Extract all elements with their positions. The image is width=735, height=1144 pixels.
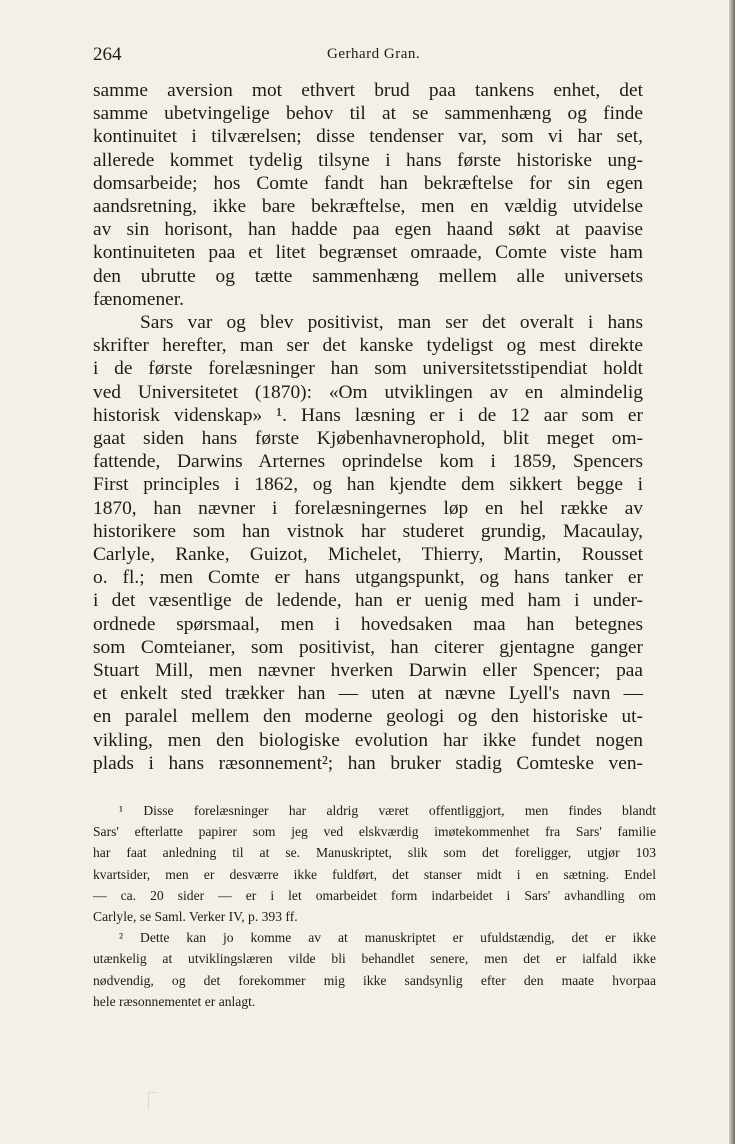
text-line: kontinuiteten paa et litet begrænset omraade, Comte viste ham [93,242,643,264]
text-line: Carlyle, Ranke, Guizot, Michelet, Thierry, Martin, Rousset [93,544,643,566]
text-line: som Comteianer, som positivist, han citerer gjentagne ganger [93,636,643,658]
running-head: Gerhard Gran. [327,46,421,62]
text-line: av sin horisont, han hadde paa egen haand søkt at paavise [93,219,643,241]
text-line: domsarbeide; hos Comte fandt han bekræftelse for sin egen [93,172,643,194]
text-line: en paralel mellem den moderne geologi og den historiske ut- [93,706,643,728]
text-line: plads i hans ræsonnement²; han bruker stadig Comteske ven- [93,752,643,774]
page-header [93,44,643,68]
text-line: gaat siden hans første Kjøbenhavnerophold, blit meget om- [93,428,643,450]
text-line: fænomener. [93,288,185,310]
footnote-line: ¹ Disse forelæsninger har aldrig været offentliggjort, men findes blandt [119,803,656,818]
text-line: Sars var og blev positivist, man ser det overalt i hans [140,312,643,334]
footnote-line: hele ræsonnementet er anlagt. [93,993,256,1009]
text-line: aandsretning, ikke bare bekræftelse, men en vældig utvidelse [93,196,643,218]
footnotes [93,800,656,1012]
text-line: fattende, Darwins Arternes oprindelse kom i 1859, Spencers [93,451,643,473]
page-edge-shadow [729,0,735,1144]
text-line: kontinuitet i tilværelsen; disse tendenser var, som vi har set, [93,126,643,148]
text-line: ved Universitetet (1870): «Om utviklingen av en almindelig [93,381,643,403]
text-line: ordnede spørsmaal, men i hovedsaken maa han betegnes [93,613,643,635]
text-line: den ubrutte og tætte sammenhæng mellem alle universets [93,265,643,287]
text-line: Stuart Mill, men nævner hverken Darwin eller Spencer; paa [93,660,643,682]
faint-page-mark [148,1092,156,1109]
footnote-line: ² Dette kan jo komme av at manuskriptet er ufuldstændig, det er ikke [119,930,656,946]
body-text [93,79,643,775]
text-line: skrifter herefter, man ser det kanske tydeligst og mest direkte [93,335,643,357]
text-line: samme aversion mot ethvert brud paa tankens enhet, det [93,80,643,101]
text-line: First principles i 1862, og han kjendte dem sikkert begge i [93,474,643,496]
footnote-line: utænkelig at utviklingslæren vilde bli behandlet senere, men det er ialfald ikke [93,951,656,967]
text-line: o. fl.; men Comte er hans utgangspunkt, og hans tanker er [93,567,643,589]
text-line: 1870, han nævner i forelæsningernes løp en hel række av [93,497,643,519]
text-line: samme ubetvingelige behov til at se sammenhæng og finde [93,103,643,125]
text-line: allerede kommet tydelig tilsyne i hans første historiske ung- [93,149,643,171]
footnote-line: Sars' efterlatte papirer som jeg ved elskværdig imøtekommenhet fra Sars' familie [93,824,656,840]
text-line: et enkelt sted trækker han — uten at nævne Lyell's navn — [93,683,643,705]
footnote-line: Carlyle, se Saml. Verker IV, p. 393 ff. [93,909,298,925]
text-line: historikere som han vistnok har studeret grundig, Macaulay, [93,520,643,542]
footnote-line: har faat anledning til at se. Manuskriptet, slik som det foreligger, utgjør 103 [93,845,656,861]
text-line: historisk videnskap» ¹. Hans læsning er i de 12 aar som er [93,404,643,426]
footnote-line: kvartsider, men er desværre ikke fuldført, det stanser midt i en sætning. Endel [93,866,656,882]
page-number: 264 [93,44,122,65]
footnote-line: — ca. 20 sider — er i let omarbeidet form indarbeidet i Sars' avhandling om [93,887,656,903]
text-line: i det væsentlige de ledende, han er uenig med ham i under- [93,590,643,612]
footnote-line: nødvendig, og det forekommer mig ikke sandsynlig efter den maate hvorpaa [93,972,656,988]
text-line: i de første forelæsninger han som universitetsstipendiat holdt [93,358,643,380]
text-line: vikling, men den biologiske evolution har ikke fundet nogen [93,729,643,751]
